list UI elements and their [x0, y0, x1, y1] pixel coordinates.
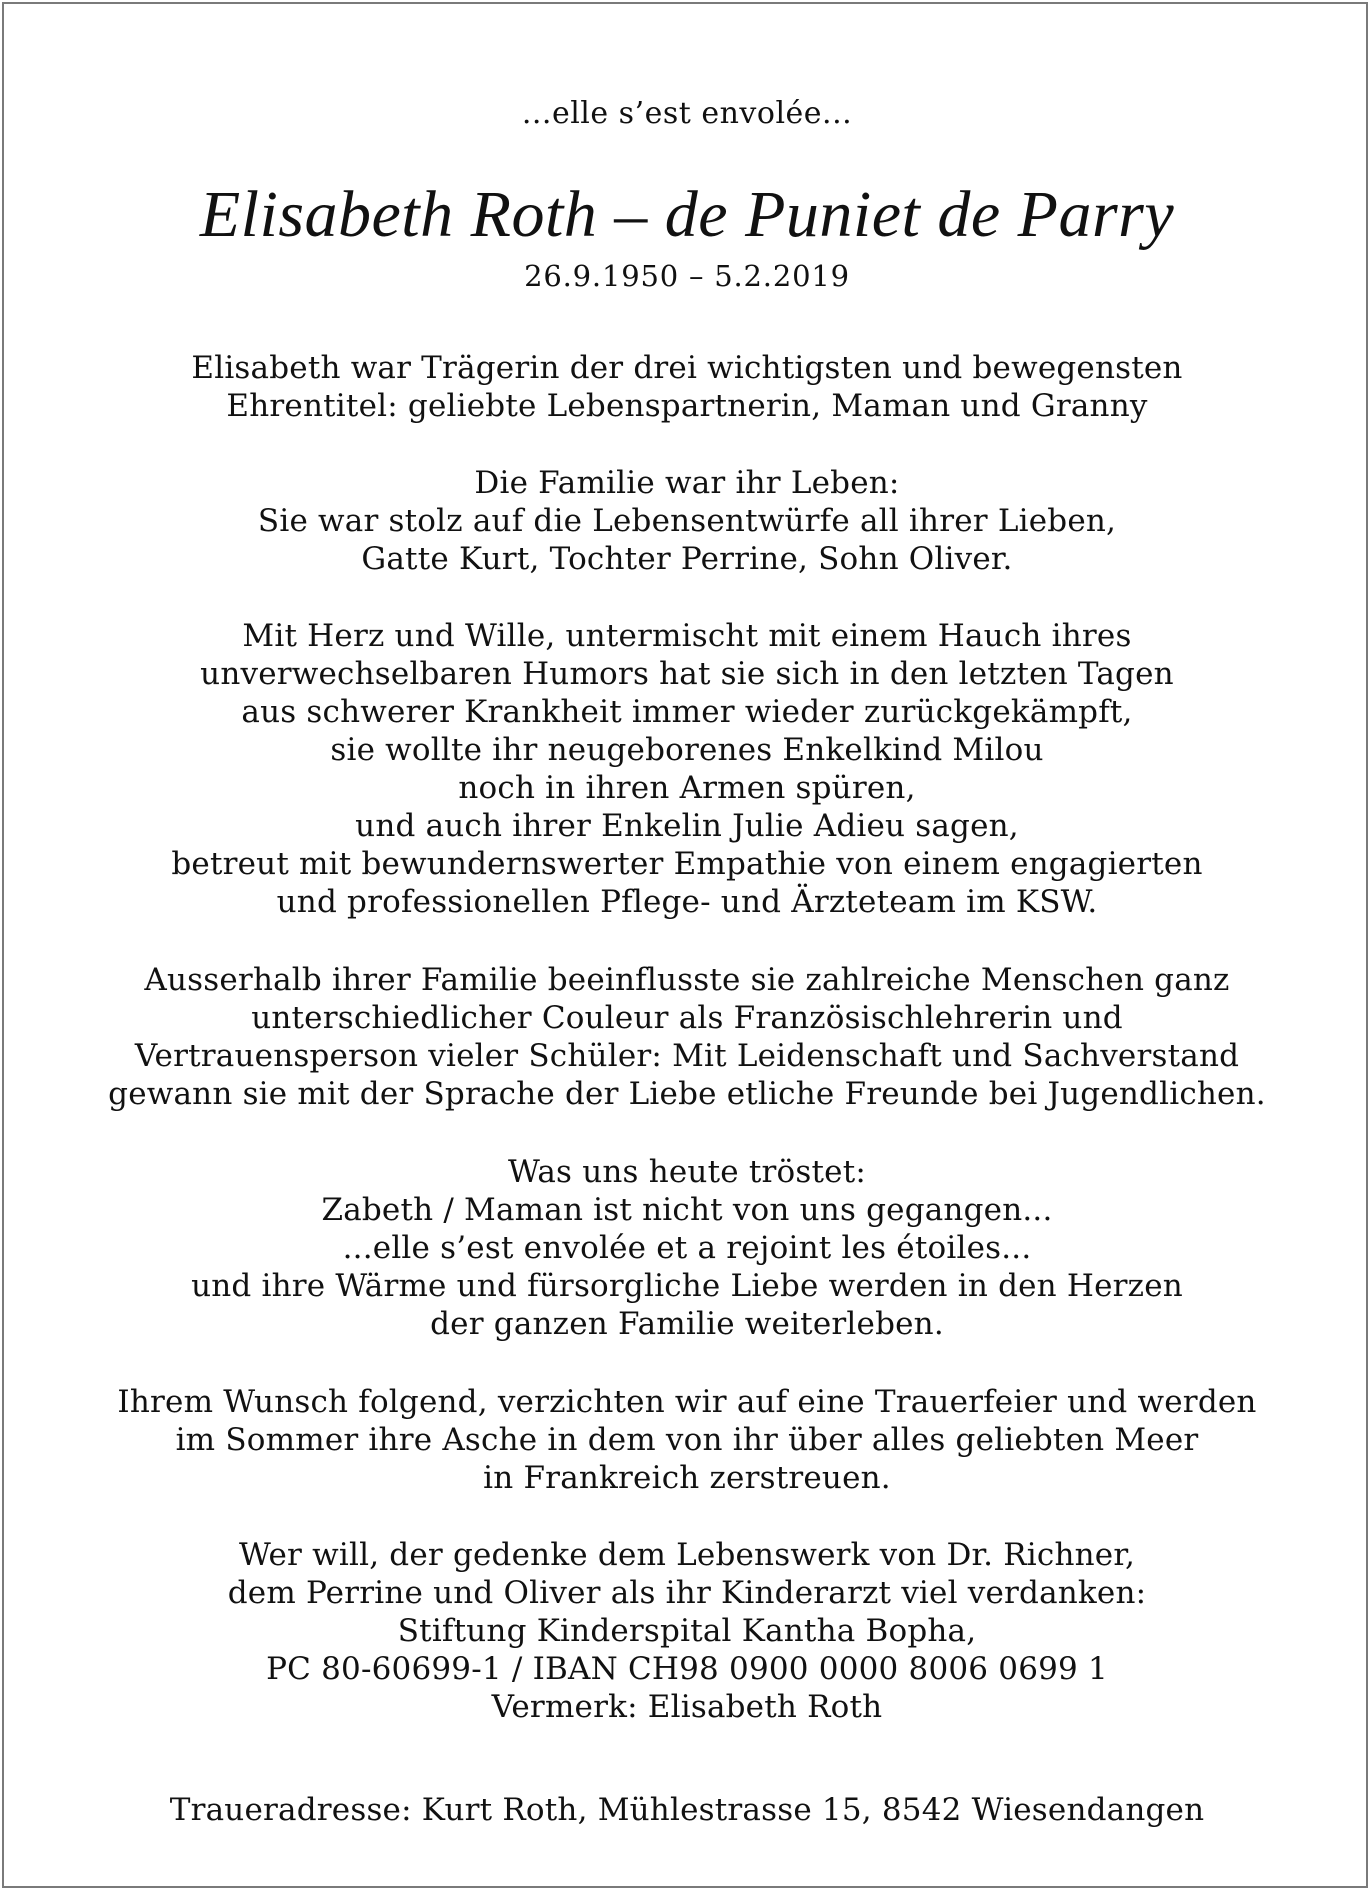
text-line: der ganzen Familie weiterleben. — [430, 1306, 944, 1342]
text-line: und auch ihrer Enkelin Julie Adieu sagen, — [355, 808, 1019, 844]
text-line: Elisabeth war Trägerin der drei wichtigsten und bewegensten — [191, 350, 1183, 386]
text-line: und professionellen Pflege- und Ärzteteam im KSW. — [276, 884, 1098, 920]
text-line: dem Perrine und Oliver als ihr Kinderarzt viel verdanken: — [227, 1575, 1147, 1611]
text-line: noch in ihren Armen spüren, — [458, 770, 916, 806]
text-line: ...elle s’est envolée et a rejoint les étoiles... — [342, 1230, 1032, 1266]
text-line: Was uns heute tröstet: — [508, 1154, 866, 1190]
text-line: sie wollte ihr neugeborenes Enkelkind Milou — [330, 732, 1044, 768]
text-line: Sie war stolz auf die Lebensentwürfe all ihrer Lieben, — [257, 503, 1117, 539]
text-line: Wer will, der gedenke dem Lebenswerk von Dr. Richner, — [238, 1537, 1136, 1573]
mourning-address: Traueradresse: Kurt Roth, Mühlestrasse 15, 8542 Wiesendangen — [169, 1792, 1205, 1828]
text-line: aus schwerer Krankheit immer wieder zurückgekämpft, — [241, 694, 1133, 730]
text-line: und ihre Wärme und fürsorgliche Liebe werden in den Herzen — [191, 1268, 1183, 1304]
text-line: Die Familie war ihr Leben: — [474, 465, 900, 501]
text-line: Vermerk: Elisabeth Roth — [491, 1689, 883, 1725]
text-line: unterschiedlicher Couleur als Französischlehrerin und — [251, 1000, 1123, 1036]
text-line: im Sommer ihre Asche in dem von ihr über alles geliebten Meer — [175, 1422, 1199, 1458]
text-line: Ehrentitel: geliebte Lebenspartnerin, Maman und Granny — [226, 388, 1148, 424]
text-line: PC 80-60699-1 / IBAN CH98 0900 0000 8006 0699 1 — [266, 1651, 1108, 1687]
text-line: betreut mit bewundernswerter Empathie von einem engagierten — [171, 846, 1203, 882]
text-line: Ausserhalb ihrer Familie beeinflusste sie zahlreiche Menschen ganz — [144, 962, 1230, 998]
notice-frame — [2, 2, 1368, 1888]
text-line: unverwechselbaren Humors hat sie sich in den letzten Tagen — [200, 656, 1174, 692]
text-line: Stiftung Kinderspital Kantha Bopha, — [397, 1613, 977, 1649]
text-line: Ihrem Wunsch folgend, verzichten wir auf eine Trauerfeier und werden — [117, 1384, 1257, 1420]
deceased-name: Elisabeth Roth – de Puniet de Parry — [199, 178, 1175, 251]
intro-line: ...elle s’est envolée... — [521, 96, 853, 131]
life-dates: 26.9.1950 – 5.2.2019 — [524, 259, 850, 293]
text-line: Gatte Kurt, Tochter Perrine, Sohn Oliver. — [361, 541, 1013, 577]
text-line: Mit Herz und Wille, untermischt mit einem Hauch ihres — [242, 618, 1132, 654]
text-line: gewann sie mit der Sprache der Liebe etliche Freunde bei Jugendlichen. — [108, 1076, 1266, 1112]
text-line: in Frankreich zerstreuen. — [483, 1460, 891, 1496]
text-line: Vertrauensperson vieler Schüler: Mit Leidenschaft und Sachverstand — [134, 1038, 1240, 1074]
text-line: Zabeth / Maman ist nicht von uns gegangen... — [321, 1192, 1053, 1228]
